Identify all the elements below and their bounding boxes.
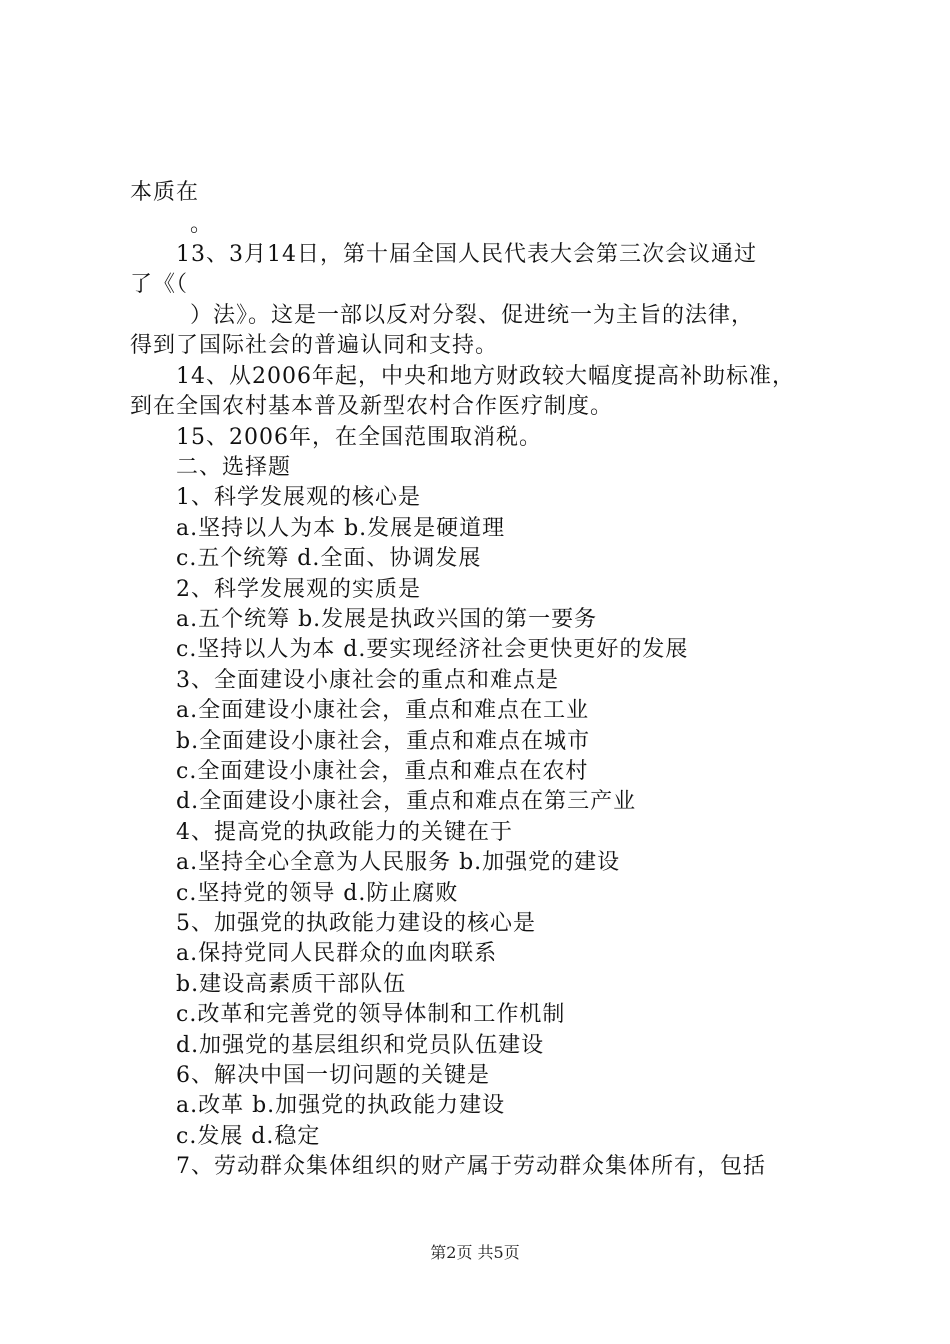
options: a.改革 b.加强党的执政能力建设 bbox=[176, 1093, 506, 1118]
text-line: 到在全国农村基本普及新型农村合作医疗制度。 bbox=[130, 394, 614, 419]
options: a.全面建设小康社会，重点和难点在工业 bbox=[176, 698, 590, 723]
question: 6、解决中国一切问题的关键是 bbox=[176, 1063, 490, 1088]
question: 3、全面建设小康社会的重点和难点是 bbox=[176, 668, 559, 693]
text-line: 14、从2006年起，中央和地方财政较大幅度提高补助标准， bbox=[176, 364, 795, 389]
options: c.全面建设小康社会，重点和难点在农村 bbox=[176, 759, 589, 784]
options: a.坚持以人为本 b.发展是硬道理 bbox=[176, 516, 506, 541]
options: a.保持党同人民群众的血肉联系 bbox=[176, 941, 498, 966]
options: c.改革和完善党的领导体制和工作机制 bbox=[176, 1002, 566, 1027]
options: a.坚持全心全意为人民服务 b.加强党的建设 bbox=[176, 850, 621, 875]
question: 1、科学发展观的核心是 bbox=[176, 485, 421, 510]
text-line: 得到了国际社会的普遍认同和支持。 bbox=[130, 333, 499, 358]
options: d.加强党的基层组织和党员队伍建设 bbox=[176, 1033, 545, 1058]
options: d.全面建设小康社会，重点和难点在第三产业 bbox=[176, 789, 637, 814]
text-line: 了《（ bbox=[130, 272, 189, 297]
question: 7、劳动群众集体组织的财产属于劳动群众集体所有，包括 bbox=[176, 1154, 766, 1179]
text-line: 。 bbox=[190, 212, 214, 237]
options: c.发展 d.稳定 bbox=[176, 1124, 321, 1149]
options: c.五个统筹 d.全面、协调发展 bbox=[176, 546, 482, 571]
options: b.建设高素质干部队伍 bbox=[176, 972, 407, 997]
section-heading: 二、选择题 bbox=[176, 455, 292, 480]
question: 4、提高党的执政能力的关键在于 bbox=[176, 820, 513, 845]
text-line: 15、2006年，在全国范围取消税。 bbox=[176, 425, 542, 450]
options: c.坚持党的领导 d.防止腐败 bbox=[176, 881, 459, 906]
options: b.全面建设小康社会，重点和难点在城市 bbox=[176, 729, 591, 754]
question: 2、科学发展观的实质是 bbox=[176, 577, 421, 602]
options: a.五个统筹 b.发展是执政兴国的第一要务 bbox=[176, 607, 598, 632]
text-line: 13、3月14日，第十届全国人民代表大会第三次会议通过 bbox=[176, 242, 757, 267]
options: c.坚持以人为本 d.要实现经济社会更快更好的发展 bbox=[176, 637, 689, 662]
text-line: 本质在 bbox=[130, 180, 200, 205]
question: 5、加强党的执政能力建设的核心是 bbox=[176, 911, 536, 936]
text-line: ）法》。这是一部以反对分裂、促进统一为主旨的法律， bbox=[190, 303, 755, 328]
page-footer: 第2页 共5页 bbox=[430, 1243, 520, 1262]
